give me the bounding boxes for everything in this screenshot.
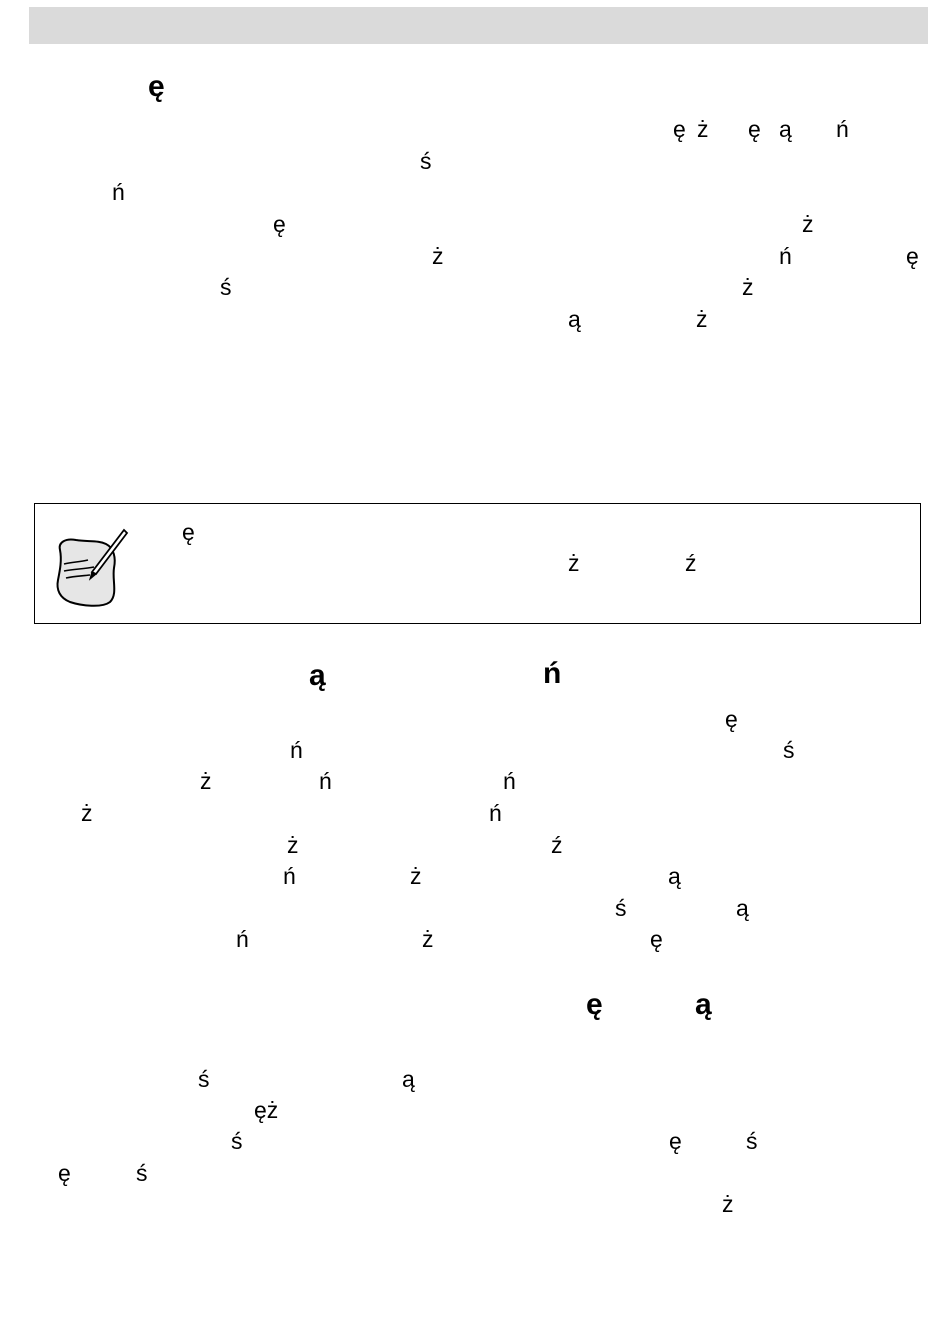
section2-glyph: ę bbox=[650, 926, 663, 952]
section1-glyph: ń bbox=[112, 179, 125, 205]
note-box bbox=[34, 503, 921, 624]
section3-glyph: ś bbox=[746, 1128, 758, 1154]
section3-glyph: ś bbox=[231, 1128, 243, 1154]
section3-glyph: ś bbox=[198, 1066, 210, 1092]
section2-heading: ń bbox=[543, 657, 562, 690]
section1-glyph: ę bbox=[673, 116, 686, 142]
section1-glyph: ż bbox=[742, 274, 754, 300]
section2-glyph: ś bbox=[615, 895, 627, 921]
section2-glyph: ż bbox=[287, 832, 299, 858]
section1-glyph: ę bbox=[748, 116, 761, 142]
section1-glyph: ń bbox=[836, 116, 849, 142]
section2-glyph: ż bbox=[422, 926, 434, 952]
section2-heading: ą bbox=[309, 659, 326, 692]
section2-glyph: ę bbox=[725, 706, 738, 732]
section3-glyph: ś bbox=[136, 1160, 148, 1186]
section1-glyph: ą bbox=[779, 116, 792, 142]
section2-glyph: ż bbox=[81, 800, 93, 826]
section1-glyph: ś bbox=[220, 274, 232, 300]
section3-heading: ą bbox=[695, 988, 712, 1021]
section1-glyph: ż bbox=[802, 211, 814, 237]
section1-glyph: ż bbox=[696, 306, 708, 332]
section2-glyph: ą bbox=[736, 895, 749, 921]
section2-glyph: ń bbox=[283, 863, 296, 889]
note-glyph: ż bbox=[568, 550, 580, 576]
section2-glyph: ś bbox=[783, 737, 795, 763]
section2-glyph: ń bbox=[290, 737, 303, 763]
section1-glyph: ę bbox=[273, 211, 286, 237]
section2-glyph: ź bbox=[551, 832, 563, 858]
section3-glyph: ę bbox=[58, 1160, 71, 1186]
section3-glyph: ą bbox=[402, 1066, 415, 1092]
section1-glyph: ż bbox=[432, 243, 444, 269]
section2-glyph: ń bbox=[503, 768, 516, 794]
section2-glyph: ń bbox=[319, 768, 332, 794]
section3-glyph: ż bbox=[722, 1191, 734, 1217]
section1-glyph: ą bbox=[568, 306, 581, 332]
section2-glyph: ą bbox=[668, 863, 681, 889]
section1-glyph: ś bbox=[420, 148, 432, 174]
section1-glyph: ń bbox=[779, 243, 792, 269]
section1-heading: ę bbox=[148, 70, 165, 103]
note-pencil-icon bbox=[52, 524, 132, 608]
section2-glyph: ń bbox=[489, 800, 502, 826]
note-glyph: ź bbox=[685, 550, 697, 576]
section3-glyph: ęż bbox=[254, 1097, 279, 1123]
section2-glyph: ń bbox=[236, 926, 249, 952]
section3-heading: ę bbox=[586, 988, 603, 1021]
section1-glyph: ę bbox=[906, 243, 919, 269]
section2-glyph: ż bbox=[410, 863, 422, 889]
section2-glyph: ż bbox=[200, 768, 212, 794]
section3-glyph: ę bbox=[669, 1128, 682, 1154]
note-glyph: ę bbox=[182, 519, 195, 545]
section1-glyph: ż bbox=[697, 116, 709, 142]
header-bar bbox=[29, 7, 928, 44]
